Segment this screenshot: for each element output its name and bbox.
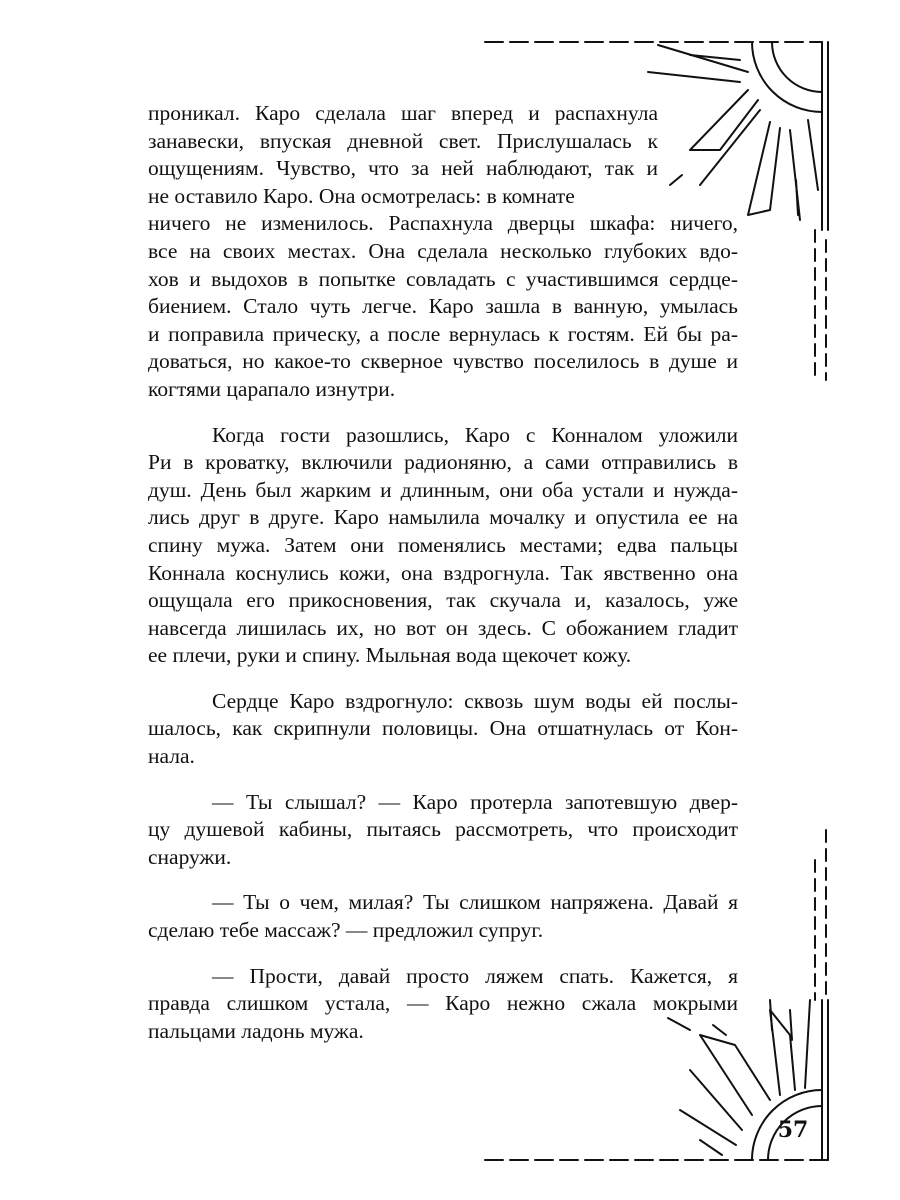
text-line: занавески, впуская дневной свет. Прислушалась к xyxy=(148,128,658,153)
paragraph-gap xyxy=(148,670,738,688)
text-line: — Ты слышал? — Каро протерла запотевшую двер- xyxy=(212,789,738,814)
text-line: когтями царапало изнутри. xyxy=(148,376,396,401)
text-line: цу душевой кабины, пытаясь рассмотреть, что происходит xyxy=(148,817,738,842)
text-line: ощущала его прикосновения, так скучала и, казалось, уже xyxy=(148,588,738,613)
text-line: доваться, но какое-то скверное чувство поселилось в душе и xyxy=(148,349,738,374)
text-line: биением. Стало чуть легче. Каро зашла в ванную, умылась xyxy=(148,294,738,319)
text-line: шалось, как скрипнули половицы. Она отшатнулась от Кон- xyxy=(148,716,738,741)
text-line: правда слишком устала, — Каро нежно сжала мокрыми xyxy=(148,991,738,1016)
text-line: Коннала коснулись кожи, она вздрогнула. Так явственно она xyxy=(148,560,738,585)
text-line: душ. День был жарким и длинным, они оба устали и нужда- xyxy=(148,477,738,502)
text-line: Сердце Каро вздрогнуло: сквозь шум воды ей послы- xyxy=(212,688,738,713)
text-line: ее плечи, руки и спину. Мыльная вода щекочет кожу. xyxy=(148,643,632,668)
paragraph-gap xyxy=(148,404,738,422)
text-line: спину мужа. Затем они поменялись местами; едва пальцы xyxy=(148,532,738,557)
text-line: пальцами ладонь мужа. xyxy=(148,1018,364,1043)
text-line: лись друг в друге. Каро намылила мочалку и опустила ее на xyxy=(148,505,738,530)
text-line: и поправила прическу, а после вернулась к гостям. Ей бы ра- xyxy=(148,321,738,346)
paragraph xyxy=(148,889,738,944)
text-line: хов и выдохов в попытке совладать с участившимся сердце- xyxy=(148,266,738,291)
text-line: — Ты о чем, милая? Ты слишком напряжена. Давай я xyxy=(212,890,738,915)
text-line: все на своих местах. Она сделала несколько глубоких вдо- xyxy=(148,238,738,263)
page-number: 57 xyxy=(777,1117,809,1143)
text-line: навсегда лишилась их, но вот он здесь. С обожанием гладит xyxy=(148,615,738,640)
text-line: не оставило Каро. Она осмотрелась: в комнате xyxy=(148,183,575,208)
paragraph xyxy=(148,688,738,771)
paragraph-gap xyxy=(148,871,738,889)
paragraph-gap xyxy=(148,771,738,789)
text-line: ничего не изменилось. Распахнула дверцы шкафа: ничего, xyxy=(148,211,738,236)
text-line: проникал. Каро сделала шаг вперед и распахнула xyxy=(148,101,658,125)
text-line: снаружи. xyxy=(148,844,232,869)
text-line: нала. xyxy=(148,744,195,769)
body-text xyxy=(148,100,738,1045)
text-line: сделаю тебе массаж? — предложил супруг. xyxy=(148,918,544,943)
paragraph-gap xyxy=(148,945,738,963)
paragraph xyxy=(148,100,738,404)
text-line: ощущениям. Чувство, что за ней наблюдают, так и xyxy=(148,156,658,181)
text-line: Когда гости разошлись, Каро с Конналом уложили xyxy=(212,422,738,447)
text-line: — Прости, давай просто ляжем спать. Кажется, я xyxy=(212,963,738,988)
paragraph xyxy=(148,789,738,872)
paragraph xyxy=(148,422,738,670)
paragraph xyxy=(148,963,738,1046)
text-line: Ри в кроватку, включили радионяню, а сами отправились в xyxy=(148,450,738,475)
